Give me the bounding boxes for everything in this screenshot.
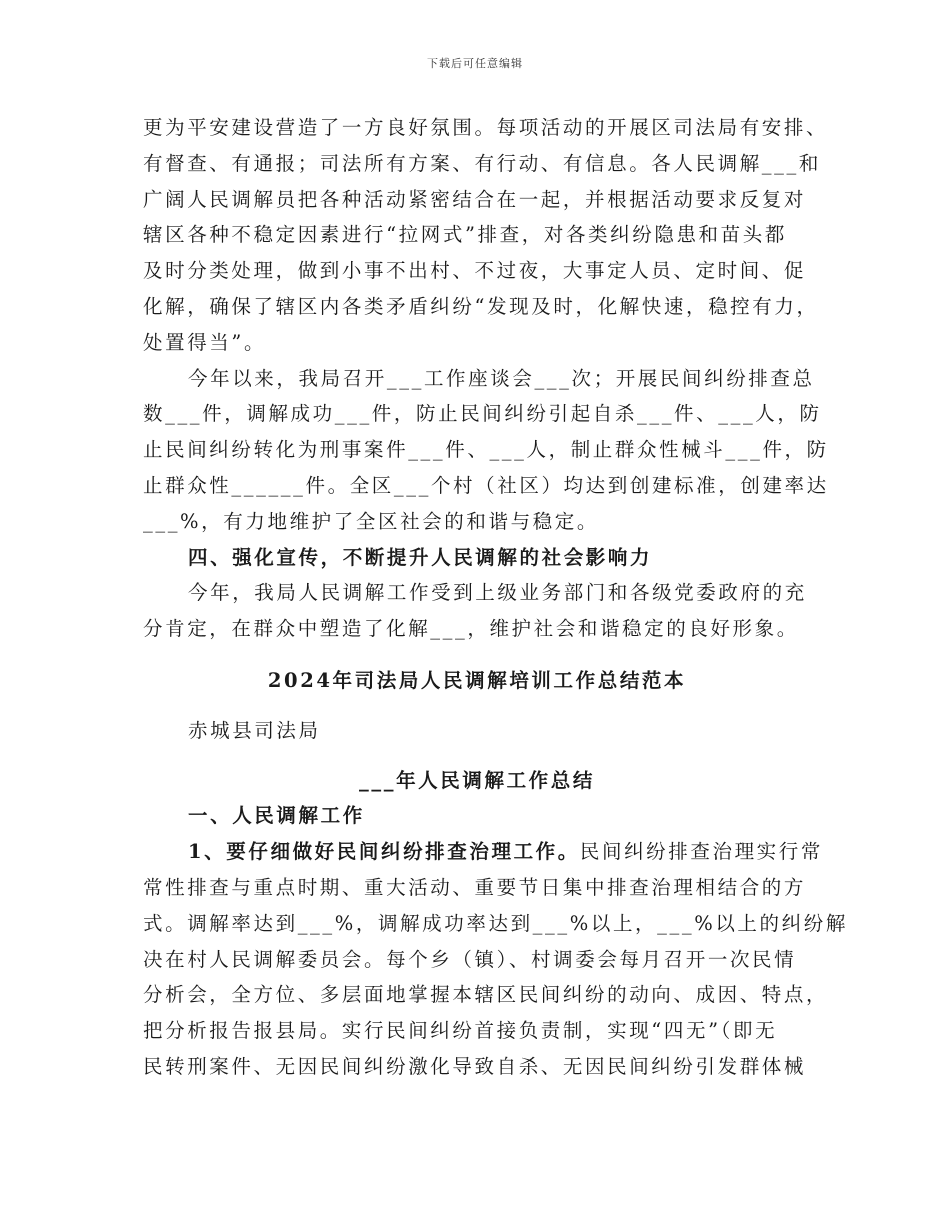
paragraph-line: 辖区各种不稳定因素进行“拉网式”排查，对各类纠纷隐患和苗头都	[143, 223, 787, 247]
paragraph-line: 决在村人民调解委员会。每个乡（镇）、村调委会每月召开一次民情	[143, 947, 797, 971]
paragraph-line: 把分析报告报县局。实行民间纠纷首接负责制，实现“四无”（即无	[143, 1019, 778, 1043]
section-heading: 一、人民调解工作	[188, 804, 365, 828]
paragraph-line: 广阔人民调解员把各种活动紧密结合在一起，并根据活动要求反复对	[143, 187, 807, 211]
paragraph-line: 及时分类处理，做到小事不出村、不过夜，大事定人员、定时间、促	[143, 259, 807, 283]
paragraph-line: 止群众性______件。全区___个村（社区）均达到创建标准，创建率达	[143, 473, 829, 497]
item-text: 民间纠纷排查治理实行常	[579, 840, 823, 864]
paragraph-line: ___%，有力地维护了全区社会的和谐与稳定。	[143, 509, 599, 533]
paragraph-line: 分肯定，在群众中塑造了化解___，维护社会和谐稳定的良好形象。	[143, 617, 799, 641]
organization-name: 赤城县司法局	[188, 718, 321, 742]
paragraph-line: 止民间纠纷转化为刑事案件___件、___人，制止群众性械斗___件，防	[143, 438, 829, 462]
section-heading: 四、强化宣传，不断提升人民调解的社会影响力	[188, 545, 653, 569]
paragraph-line: 有督查、有通报；司法所有方案、有行动、有信息。各人民调解___和	[143, 151, 821, 175]
paragraph-line: 数___件，调解成功___件，防止民间纠纷引起自杀___件、___人，防	[143, 402, 822, 426]
document-title: 2024年司法局人民调解培训工作总结范本	[267, 668, 687, 692]
paragraph-line: 处置得当”。	[143, 330, 267, 354]
document-subtitle: ___年人民调解工作总结	[359, 768, 595, 792]
paragraph-line: 今年，我局人民调解工作受到上级业务部门和各级党委政府的充	[188, 581, 807, 605]
paragraph-line: 更为平安建设营造了一方良好氛围。每项活动的开展区司法局有安排、	[143, 116, 829, 139]
document-body	[143, 110, 848, 1085]
paragraph-line: 民转刑案件、无因民间纠纷激化导致自杀、无因民间纠纷引发群体械	[143, 1054, 807, 1078]
paragraph-line: 今年以来，我局召开___工作座谈会___次；开展民间纠纷排查总	[188, 366, 815, 390]
paragraph-line: 分析会，全方位、多层面地掌握本辖区民间纠纷的动向、成因、特点，	[143, 983, 829, 1007]
page-header: 下载后可任意编辑	[427, 57, 523, 70]
item-heading: 1、要仔细做好民间纠纷排查治理工作。	[188, 840, 580, 864]
paragraph-line	[143, 834, 823, 870]
paragraph-line: 化解，确保了辖区内各类矛盾纠纷“发现及时，化解快速，稳控有力，	[143, 294, 819, 318]
paragraph-line: 式。调解率达到___%，调解成功率达到___%以上，___%以上的纠纷解	[143, 911, 848, 935]
paragraph-line: 常性排查与重点时期、重大活动、重要节日集中排查治理相结合的方	[143, 875, 807, 899]
